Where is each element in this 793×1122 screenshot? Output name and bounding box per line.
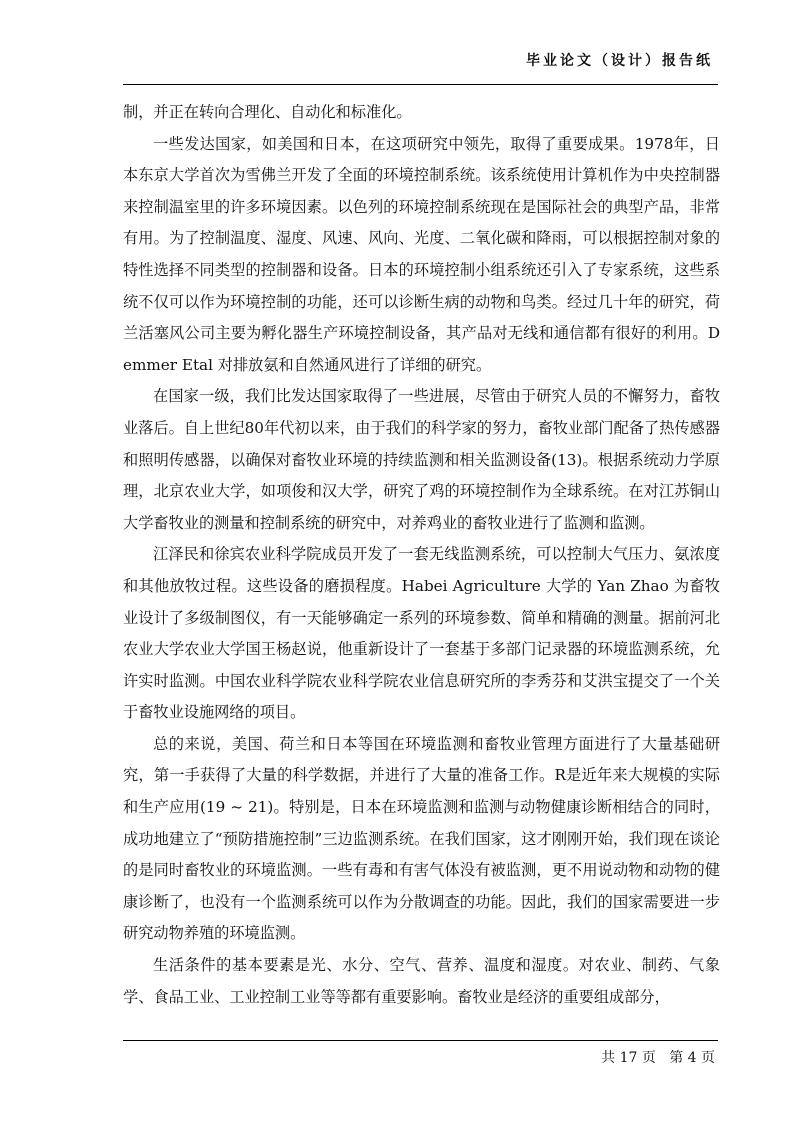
footer-divider — [123, 1040, 718, 1041]
paragraph: 在国家一级，我们比发达国家取得了一些进展，尽管由于研究人员的不懈努力，畜牧业落后。自上世纪80年代初以来，由于我们的科学家的努力，畜牧业部门配备了热传感器和照明传感器，以确保对畜牧业环境的持续监测和相关监测设备(13)。根据系统动力学原理，北京农业大学，如项俊和汉大学，研究了鸡的环境控制作为全球系统。在对江苏铜山大学畜牧业的测量和控制系统的研究中，对养鸡业的畜牧业进行了监测和监测。 — [123, 387, 720, 532]
paragraph: 总的来说，美国、荷兰和日本等国在环境监测和畜牧业管理方面进行了大量基础研究，第一手获得了大量的科学数据，并进行了大量的准备工作。R是近年来大规模的实际和生产应用(19 ~ 21)。特别是，日本在环境监测和监测与动物健康诊断相结合的同时，成功地建立了“预防措施控制”三边监测系统。在我们国家，这才刚刚开始，我们现在谈论的是同时畜牧业的环境监测。一些有毒和有害气体没有被监测，更不用说动物和动物的健康诊断了，也没有一个监测系统可以作为分散调查的功能。因此，我们的国家需要进一步研究动物养殖的环境监测。 — [123, 734, 720, 943]
paragraph: 江泽民和徐宾农业科学院成员开发了一套无线监测系统，可以控制大气压力、氨浓度和其他放牧过程。这些设备的磨损程度。Habei Agriculture 大学的 Yan Zhao 为畜牧业设计了多级制图仪，有一天能够确定一系列的环境参数、简单和精确的测量。据前河北农业大学农业大学国王杨赵说，他重新设计了一套基于多部门记录器的环境监测系统，允许实时监测。中国农业科学院农业科学院农业信息研究所的李秀芬和艾洪宝提交了一个关于畜牧业设施网络的项目。 — [123, 545, 720, 722]
paragraph: 一些发达国家，如美国和日本，在这项研究中领先，取得了重要成果。1978年，日本东京大学首次为雪佛兰开发了全面的环境控制系统。该系统使用计算机作为中央控制器来控制温室里的许多环境因素。以色列的环境控制系统现在是国际社会的典型产品，非常有用。为了控制温度、湿度、风速、风向、光度、二氧化碳和降雨，可以根据控制对象的特性选择不同类型的控制器和设备。日本的环境控制小组系统还引入了专家系统，这些系统不仅可以作为环境控制的功能，还可以诊断生病的动物和鸟类。经过几十年的研究，荷兰活塞风公司主要为孵化器生产环境控制设备，其产品对无线和通信都有很好的利用。Demmer Etal 对排放氨和自然通风进行了详细的研究。 — [123, 134, 720, 374]
paragraph-continued: 制，并正在转向合理化、自动化和标准化。 — [123, 103, 412, 121]
paragraph: 生活条件的基本要素是光、水分、空气、营养、温度和湿度。对农业、制药、气象学、食品工业、工业控制工业等等都有重要影响。畜牧业是经济的重要组成部分， — [123, 956, 720, 1006]
page-number: 共 17 页 第 4 页 — [601, 1050, 715, 1066]
header-divider — [123, 84, 718, 85]
body-text — [123, 97, 720, 1013]
header-title: 毕业论文（设计）报告纸 — [526, 53, 713, 69]
